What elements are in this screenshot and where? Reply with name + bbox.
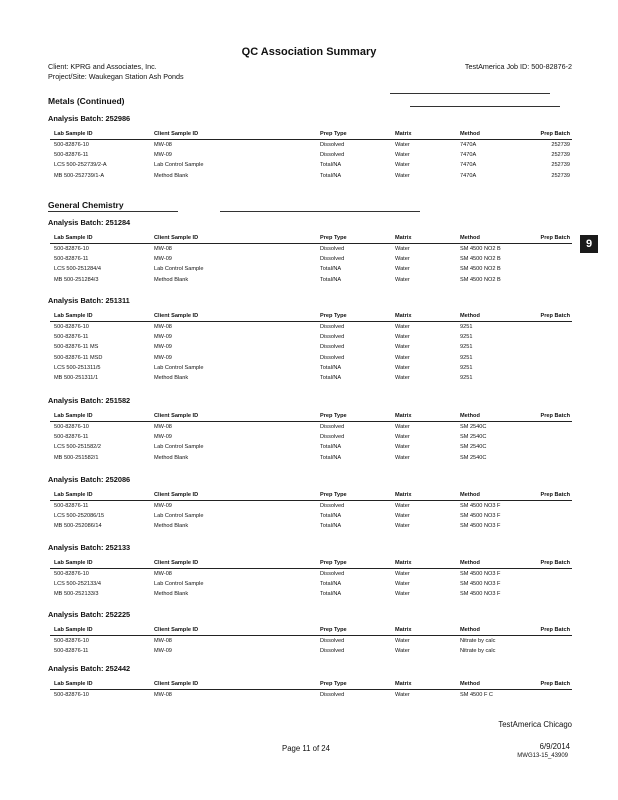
qc-table — [50, 311, 572, 384]
table-header-row — [50, 411, 572, 422]
table-cell: MW-08 — [154, 423, 172, 430]
table-cell: 7470A — [460, 172, 477, 179]
table-cell: 252739 — [551, 172, 570, 179]
column-header: Prep Batch — [540, 627, 570, 633]
column-header: Matrix — [395, 681, 412, 687]
table-cell: LCS 500-251582/2 — [54, 444, 101, 451]
table-cell: LCS 500-252086/15 — [54, 512, 105, 519]
column-header: Matrix — [395, 492, 412, 498]
table-cell: Nitrate by calc — [460, 647, 496, 654]
table-cell: SM 4500 NO2 B — [460, 255, 501, 262]
table-row — [50, 579, 572, 589]
table-cell: Total/NA — [320, 591, 342, 598]
table-cell: Dissolved — [320, 570, 345, 577]
table-header-row — [50, 558, 572, 569]
table-cell: Lab Control Sample — [154, 512, 204, 519]
table-row — [50, 140, 572, 150]
table-cell: 500-82876-10 — [54, 570, 89, 577]
column-header: Lab Sample ID — [54, 413, 93, 419]
table-row — [50, 244, 572, 254]
table-cell: MW-09 — [154, 647, 172, 654]
client-line: Client: KPRG and Associates, Inc. — [48, 62, 157, 71]
table-row — [50, 442, 572, 452]
table-cell: LCS 500-251311/5 — [54, 365, 101, 372]
column-header: Lab Sample ID — [54, 492, 93, 498]
table-row — [50, 501, 572, 511]
table-cell: MW-08 — [154, 637, 172, 644]
analysis-batch-label: Analysis Batch: 251311 — [48, 296, 130, 305]
table-cell: Total/NA — [320, 266, 342, 273]
table-cell: Total/NA — [320, 523, 342, 530]
table-cell: Water — [395, 647, 410, 654]
column-header: Matrix — [395, 313, 412, 319]
column-header: Lab Sample ID — [54, 681, 93, 687]
table-cell: 7470A — [460, 141, 477, 148]
table-cell: Water — [395, 570, 410, 577]
column-header: Lab Sample ID — [54, 235, 93, 241]
page-title: QC Association Summary — [241, 46, 377, 58]
column-header: Client Sample ID — [154, 235, 199, 241]
table-cell: MW-08 — [154, 323, 172, 330]
table-cell: 9251 — [460, 344, 473, 351]
table-cell: Method Blank — [154, 172, 189, 179]
column-header: Client Sample ID — [154, 131, 199, 137]
table-cell: Dissolved — [320, 323, 345, 330]
column-header: Client Sample ID — [154, 560, 199, 566]
analysis-batch-label: Analysis Batch: 252442 — [48, 664, 131, 673]
table-cell: Water — [395, 444, 410, 451]
table-cell: SM 4500 F C — [460, 691, 493, 698]
table-cell: 500-82876-10 — [54, 423, 89, 430]
table-cell: 500-82876-11 MS — [54, 344, 99, 351]
table-cell: MW-08 — [154, 691, 172, 698]
table-cell: Water — [395, 365, 410, 372]
table-row — [50, 160, 572, 170]
table-row — [50, 342, 572, 352]
table-cell: SM 4500 NO2 B — [460, 276, 501, 283]
header-rule — [390, 93, 550, 94]
table-row — [50, 511, 572, 521]
table-cell: 500-82876-10 — [54, 245, 89, 252]
qc-table — [50, 411, 572, 463]
column-header: Lab Sample ID — [54, 627, 93, 633]
table-cell: LCS 500-251284/4 — [54, 266, 101, 273]
table-cell: SM 4500 NO3 F — [460, 512, 501, 519]
table-cell: 500-82876-11 — [54, 647, 89, 654]
table-cell: Dissolved — [320, 245, 345, 252]
table-row — [50, 646, 572, 656]
column-header: Client Sample ID — [154, 413, 199, 419]
column-header: Prep Type — [320, 627, 347, 633]
table-row — [50, 322, 572, 332]
column-header: Prep Batch — [540, 235, 570, 241]
table-cell: Water — [395, 151, 410, 158]
table-cell: MW-09 — [154, 502, 172, 509]
table-cell: 9251 — [460, 375, 473, 382]
column-header: Matrix — [395, 235, 412, 241]
table-cell: Water — [395, 433, 410, 440]
table-cell: Total/NA — [320, 512, 342, 519]
table-cell: 500-82876-11 — [54, 433, 89, 440]
column-header: Prep Type — [320, 492, 347, 498]
table-cell: MW-09 — [154, 333, 172, 340]
table-cell: SM 4500 NO3 F — [460, 591, 501, 598]
analysis-batch-label: Analysis Batch: 252225 — [48, 610, 131, 619]
table-cell: MW-08 — [154, 141, 172, 148]
table-cell: MB 500-252133/3 — [54, 591, 99, 598]
table-row — [50, 264, 572, 274]
table-cell: 500-82876-11 — [54, 255, 89, 262]
column-header: Lab Sample ID — [54, 131, 93, 137]
table-cell: Nitrate by calc — [460, 637, 496, 644]
column-header: Prep Type — [320, 235, 347, 241]
column-header: Client Sample ID — [154, 313, 199, 319]
table-cell: MB 500-251582/1 — [54, 454, 99, 461]
column-header: Prep Batch — [540, 131, 570, 137]
section-general-chemistry: General Chemistry — [48, 200, 124, 210]
table-cell: MW-08 — [154, 245, 172, 252]
column-header: Prep Batch — [540, 492, 570, 498]
table-cell: 9251 — [460, 333, 473, 340]
table-row — [50, 690, 572, 700]
table-cell: Dissolved — [320, 647, 345, 654]
analysis-batch-label: Analysis Batch: 251284 — [48, 218, 131, 227]
table-cell: 500-82876-11 MSD — [54, 354, 103, 361]
section-rule — [48, 211, 178, 212]
column-header: Prep Batch — [540, 413, 570, 419]
table-cell: 500-82876-10 — [54, 691, 89, 698]
column-header: Prep Type — [320, 681, 347, 687]
table-cell: Dissolved — [320, 354, 345, 361]
table-cell: SM 2540C — [460, 423, 487, 430]
table-cell: 500-82876-10 — [54, 141, 89, 148]
table-cell: Dissolved — [320, 637, 345, 644]
column-header: Matrix — [395, 560, 412, 566]
table-cell: SM 4500 NO3 F — [460, 580, 501, 587]
qc-table — [50, 490, 572, 532]
table-cell: Water — [395, 172, 410, 179]
table-row — [50, 353, 572, 363]
analysis-batch-label: Analysis Batch: 251582 — [48, 396, 131, 405]
table-cell: LCS 500-252739/2-A — [54, 162, 107, 169]
table-cell: 500-82876-10 — [54, 323, 89, 330]
table-cell: Lab Control Sample — [154, 266, 204, 273]
table-cell: Water — [395, 354, 410, 361]
column-header: Client Sample ID — [154, 627, 199, 633]
footer-company: TestAmerica Chicago — [498, 720, 572, 729]
table-cell: Method Blank — [154, 523, 189, 530]
table-cell: Total/NA — [320, 375, 342, 382]
table-header-row — [50, 233, 572, 244]
table-row — [50, 589, 572, 599]
column-header: Method — [460, 560, 480, 566]
column-header: Prep Batch — [540, 560, 570, 566]
table-cell: Water — [395, 266, 410, 273]
table-cell: 7470A — [460, 151, 477, 158]
table-cell: Total/NA — [320, 580, 342, 587]
table-cell: SM 2540C — [460, 444, 487, 451]
table-cell: Water — [395, 691, 410, 698]
column-header: Lab Sample ID — [54, 313, 93, 319]
table-cell: Total/NA — [320, 365, 342, 372]
table-cell: Lab Control Sample — [154, 365, 204, 372]
column-header: Method — [460, 413, 480, 419]
table-cell: Water — [395, 580, 410, 587]
project-line: Project/Site: Waukegan Station Ash Ponds — [48, 72, 184, 81]
table-cell: Dissolved — [320, 423, 345, 430]
table-cell: MB 500-251284/3 — [54, 276, 99, 283]
table-cell: Lab Control Sample — [154, 162, 204, 169]
table-cell: Water — [395, 637, 410, 644]
table-cell: Dissolved — [320, 333, 345, 340]
table-cell: Total/NA — [320, 172, 342, 179]
table-cell: Water — [395, 333, 410, 340]
column-header: Prep Type — [320, 131, 347, 137]
table-header-row — [50, 679, 572, 690]
table-cell: 500-82876-11 — [54, 151, 89, 158]
column-header: Method — [460, 492, 480, 498]
table-header-row — [50, 311, 572, 322]
table-cell: Lab Control Sample — [154, 444, 204, 451]
table-cell: MB 500-251311/1 — [54, 375, 99, 382]
table-row — [50, 636, 572, 646]
column-header: Prep Batch — [540, 681, 570, 687]
table-cell: MW-09 — [154, 255, 172, 262]
column-header: Client Sample ID — [154, 492, 199, 498]
table-cell: Water — [395, 141, 410, 148]
table-row — [50, 453, 572, 463]
table-cell: Dissolved — [320, 691, 345, 698]
table-cell: MW-08 — [154, 570, 172, 577]
column-header: Matrix — [395, 131, 412, 137]
table-cell: Water — [395, 375, 410, 382]
table-cell: Total/NA — [320, 444, 342, 451]
table-cell: SM 2540C — [460, 454, 487, 461]
table-cell: Dissolved — [320, 255, 345, 262]
column-header: Method — [460, 627, 480, 633]
table-cell: 252739 — [551, 141, 570, 148]
table-cell: SM 4500 NO3 F — [460, 523, 501, 530]
analysis-batch-label: Analysis Batch: 252086 — [48, 475, 131, 484]
footer-date: 6/9/2014 — [539, 742, 570, 751]
table-cell: 9251 — [460, 365, 473, 372]
column-header: Client Sample ID — [154, 681, 199, 687]
table-cell: Method Blank — [154, 454, 189, 461]
table-cell: 500-82876-11 — [54, 333, 89, 340]
analysis-batch-label: Analysis Batch: 252133 — [48, 543, 131, 552]
table-cell: Method Blank — [154, 375, 189, 382]
table-cell: Water — [395, 245, 410, 252]
qc-table — [50, 625, 572, 656]
table-cell: 7470A — [460, 162, 477, 169]
footer-code: MWG13-15_43909 — [517, 753, 568, 759]
qc-table — [50, 679, 572, 700]
table-cell: 252739 — [551, 151, 570, 158]
table-cell: Dissolved — [320, 344, 345, 351]
column-header: Method — [460, 131, 480, 137]
qc-table — [50, 129, 572, 181]
table-row — [50, 254, 572, 264]
table-cell: Water — [395, 591, 410, 598]
table-cell: Water — [395, 502, 410, 509]
table-cell: Total/NA — [320, 454, 342, 461]
table-cell: Total/NA — [320, 162, 342, 169]
table-row — [50, 171, 572, 181]
table-cell: Water — [395, 512, 410, 519]
table-cell: Dissolved — [320, 141, 345, 148]
table-cell: Total/NA — [320, 276, 342, 283]
table-cell: Water — [395, 344, 410, 351]
table-row — [50, 373, 572, 383]
table-header-row — [50, 490, 572, 501]
section-rule-2 — [220, 211, 420, 212]
table-cell: Water — [395, 276, 410, 283]
table-row — [50, 150, 572, 160]
table-row — [50, 569, 572, 579]
column-header: Prep Type — [320, 413, 347, 419]
footer-page-number: Page 11 of 24 — [282, 744, 330, 753]
section-tab-badge: 9 — [580, 235, 598, 253]
section-metals: Metals (Continued) — [48, 96, 125, 106]
table-cell: Water — [395, 255, 410, 262]
table-cell: 9251 — [460, 323, 473, 330]
table-cell: SM 4500 NO3 F — [460, 570, 501, 577]
table-cell: MB 500-252086/14 — [54, 523, 102, 530]
job-id: TestAmerica Job ID: 500-82876-2 — [464, 62, 572, 71]
column-header: Prep Batch — [540, 313, 570, 319]
table-cell: MW-09 — [154, 151, 172, 158]
table-cell: Water — [395, 523, 410, 530]
column-header: Matrix — [395, 413, 412, 419]
table-cell: MW-09 — [154, 433, 172, 440]
column-header: Lab Sample ID — [54, 560, 93, 566]
table-cell: SM 4500 NO2 B — [460, 266, 501, 273]
table-row — [50, 363, 572, 373]
column-header: Method — [460, 235, 480, 241]
table-row — [50, 432, 572, 442]
table-cell: 9251 — [460, 354, 473, 361]
table-cell: LCS 500-252133/4 — [54, 580, 101, 587]
header-rule-2 — [410, 106, 560, 107]
table-row — [50, 521, 572, 531]
table-cell: Dissolved — [320, 433, 345, 440]
table-cell: Water — [395, 162, 410, 169]
table-cell: Method Blank — [154, 276, 189, 283]
table-cell: 500-82876-10 — [54, 637, 89, 644]
table-cell: Water — [395, 454, 410, 461]
table-cell: Method Blank — [154, 591, 189, 598]
table-cell: Water — [395, 323, 410, 330]
table-cell: 500-82876-11 — [54, 502, 89, 509]
table-cell: MW-09 — [154, 344, 172, 351]
table-cell: SM 2540C — [460, 433, 487, 440]
table-cell: Water — [395, 423, 410, 430]
analysis-batch-label: Analysis Batch: 252986 — [48, 114, 131, 123]
table-cell: MB 500-252739/1-A — [54, 172, 105, 179]
table-cell: SM 4500 NO2 B — [460, 245, 501, 252]
table-cell: 252739 — [551, 162, 570, 169]
table-row — [50, 332, 572, 342]
table-cell: SM 4500 NO3 F — [460, 502, 501, 509]
table-row — [50, 275, 572, 285]
table-header-row — [50, 625, 572, 636]
table-cell: Dissolved — [320, 151, 345, 158]
column-header: Prep Type — [320, 560, 347, 566]
qc-table — [50, 233, 572, 285]
column-header: Prep Type — [320, 313, 347, 319]
table-cell: Lab Control Sample — [154, 580, 204, 587]
table-cell: Dissolved — [320, 502, 345, 509]
table-cell: MW-09 — [154, 354, 172, 361]
table-row — [50, 422, 572, 432]
column-header: Method — [460, 681, 480, 687]
table-header-row — [50, 129, 572, 140]
qc-table — [50, 558, 572, 600]
column-header: Matrix — [395, 627, 412, 633]
column-header: Method — [460, 313, 480, 319]
